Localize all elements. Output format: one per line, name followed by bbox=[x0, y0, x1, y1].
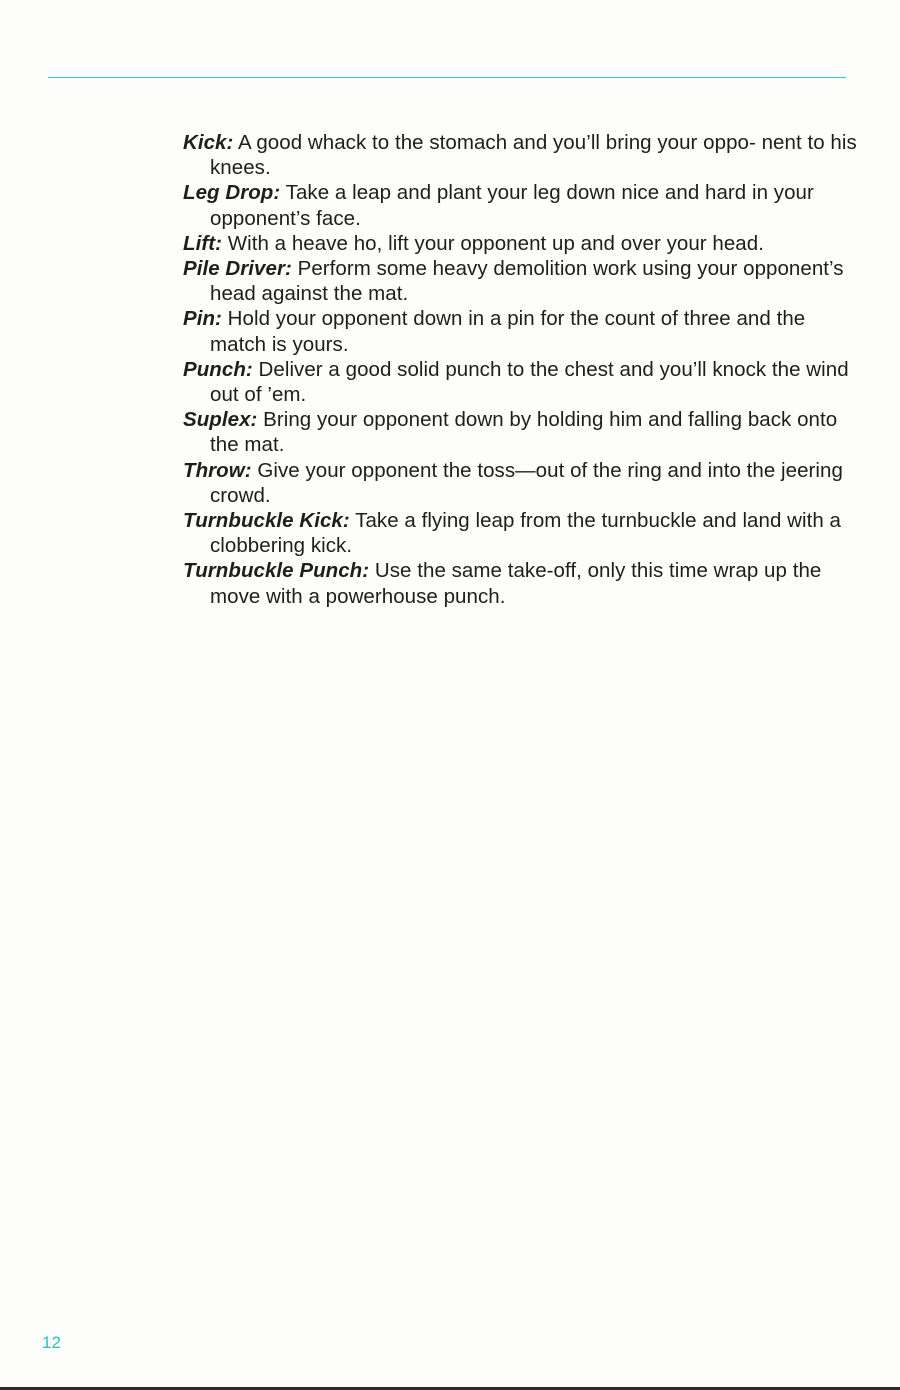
move-lift bbox=[183, 231, 858, 256]
move-suplex bbox=[183, 407, 858, 457]
move-term: Kick: bbox=[183, 131, 234, 154]
move-term: Throw: bbox=[183, 458, 252, 482]
move-description: A good whack to the stomach and you’ll bring your oppo- nent to his knees. bbox=[210, 131, 857, 180]
move-turnbuckle-punch bbox=[183, 558, 858, 608]
move-term: Pile Driver: bbox=[183, 257, 292, 281]
move-description: Take a leap and plant your leg down nice and hard in your opponent’s face. bbox=[210, 181, 814, 230]
move-throw bbox=[183, 458, 858, 508]
moves-list bbox=[183, 130, 858, 609]
move-pin bbox=[183, 306, 858, 356]
move-term: Lift: bbox=[183, 231, 222, 255]
move-description: With a heave ho, lift your opponent up and over your head. bbox=[227, 231, 764, 255]
move-turnbuckle-kick bbox=[183, 508, 858, 558]
move-term: Turnbuckle Kick: bbox=[183, 509, 350, 533]
page-number: 12 bbox=[42, 1333, 61, 1352]
move-term: Punch: bbox=[183, 357, 253, 381]
move-description: Perform some heavy demolition work using your opponent’s head against the mat. bbox=[210, 257, 844, 306]
move-description: Give your opponent the toss—out of the ring and into the jeering crowd. bbox=[210, 458, 843, 507]
move-leg-drop bbox=[183, 180, 858, 230]
move-term: Turnbuckle Punch: bbox=[183, 559, 370, 583]
header-rule bbox=[48, 77, 846, 78]
move-description: Use the same take-off, only this time wrap up the move with a powerhouse punch. bbox=[210, 559, 822, 608]
move-description: Bring your opponent down by holding him and falling back onto the mat. bbox=[210, 408, 838, 457]
move-description: Take a flying leap from the turnbuckle and land with a clobbering kick. bbox=[210, 509, 842, 558]
move-term: Pin: bbox=[183, 307, 222, 331]
move-description: Hold your opponent down in a pin for the count of three and the match is yours. bbox=[210, 307, 806, 356]
move-description: Deliver a good solid punch to the chest and you’ll knock the wind out of ’em. bbox=[210, 357, 849, 407]
move-term: Suplex: bbox=[183, 408, 258, 432]
move-pile-driver bbox=[183, 256, 858, 306]
move-kick bbox=[183, 130, 858, 180]
move-punch bbox=[183, 357, 858, 407]
move-term: Leg Drop: bbox=[183, 181, 281, 205]
